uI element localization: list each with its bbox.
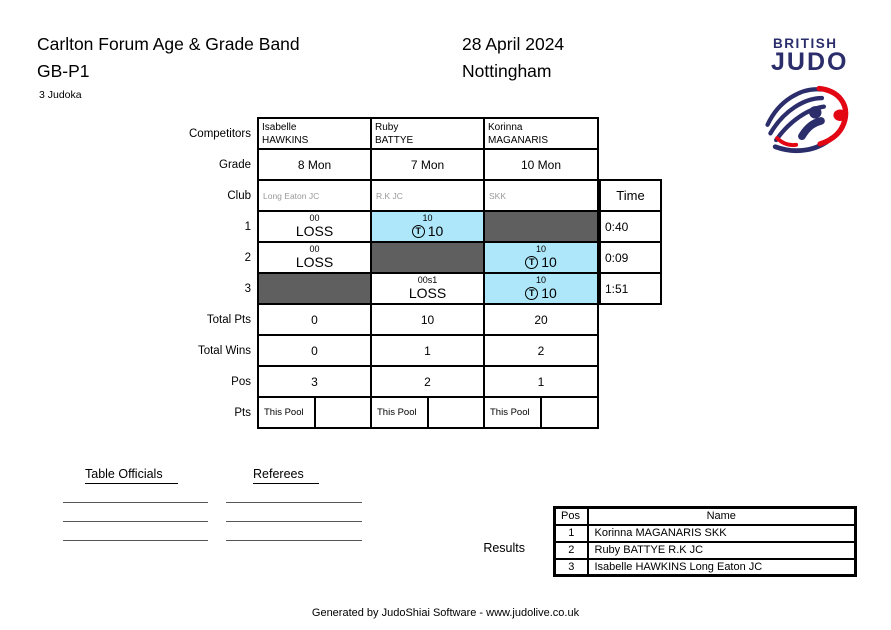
competitor-last-name: HAWKINS [262, 135, 309, 146]
match-cell-win [483, 272, 599, 305]
row-label-pos: Pos [231, 375, 251, 388]
competitor-first-name: Ruby [375, 122, 399, 133]
row-label-club: Club [227, 189, 251, 202]
match-result-text: LOSS [295, 223, 334, 239]
results-table [553, 506, 857, 577]
ippon-mark-icon: T [525, 256, 538, 269]
total-wins-cell: 1 [370, 334, 485, 367]
total-pts-cell: 0 [257, 303, 372, 336]
event-location: Nottingham [462, 61, 552, 81]
competitor-first-name: Korinna [488, 122, 523, 133]
signature-line [63, 521, 208, 522]
total-wins-cell: 2 [483, 334, 599, 367]
match-cell-not-playing [257, 272, 372, 305]
competitor-last-name: BATTYE [375, 135, 414, 146]
club-cell: SKK [483, 179, 599, 212]
row-label-competitors: Competitors [189, 127, 251, 140]
judoka-count: 3 Judoka [39, 89, 82, 101]
event-date: 28 April 2024 [462, 34, 565, 54]
score-code: 10 [535, 275, 546, 285]
pts-empty-cell [540, 396, 599, 429]
competitor-name-cell [370, 117, 485, 150]
signature-line [226, 521, 362, 522]
pool-code: GB-P1 [37, 61, 90, 81]
score-code: 10 [535, 244, 546, 254]
club-cell: Long Eaton JC [257, 179, 372, 212]
match-cell-win [370, 210, 485, 243]
match-result-text: LOSS [408, 285, 447, 301]
results-header-row [555, 508, 856, 525]
match-result-text: LOSS [295, 254, 334, 270]
match-time-cell: 0:40 [599, 210, 662, 243]
ippon-mark-icon: T [525, 287, 538, 300]
this-pool-cell: This Pool [370, 396, 429, 429]
position-cell: 1 [483, 365, 599, 398]
signature-line [63, 502, 208, 503]
competitor-first-name: Isabelle [262, 122, 297, 133]
time-column-header: Time [599, 179, 662, 212]
match-cell-loss [257, 210, 372, 243]
competitor-name-cell [257, 117, 372, 150]
match-points: 10 [541, 285, 557, 301]
match-points: 10 [427, 223, 444, 239]
match-time-cell: 0:09 [599, 241, 662, 274]
row-label-match-2: 2 [244, 251, 251, 264]
score-code: 00s1 [417, 275, 438, 285]
british-judo-figure-icon [758, 80, 863, 160]
match-cell-loss [257, 241, 372, 274]
result-name: Ruby BATTYE R.K JC [588, 542, 856, 559]
grade-cell: 8 Mon [257, 148, 372, 181]
match-cell-loss [370, 272, 485, 305]
position-cell: 3 [257, 365, 372, 398]
competitor-name-cell [483, 117, 599, 150]
this-pool-cell: This Pool [257, 396, 316, 429]
competitor-last-name: MAGANARIS [488, 135, 549, 146]
grade-cell: 10 Mon [483, 148, 599, 181]
total-pts-cell: 20 [483, 303, 599, 336]
total-wins-cell: 0 [257, 334, 372, 367]
match-cell-not-playing [370, 241, 485, 274]
result-pos: 2 [555, 542, 588, 559]
result-pos: 1 [555, 525, 588, 542]
row-label-total-pts: Total Pts [206, 313, 251, 326]
score-code: 10 [422, 213, 433, 223]
result-name: Isabelle HAWKINS Long Eaton JC [588, 559, 856, 576]
match-cell-win [483, 241, 599, 274]
logo-text-judo: JUDO [771, 48, 849, 76]
ippon-mark-icon: T [412, 225, 425, 238]
position-cell: 2 [370, 365, 485, 398]
row-label-pts: Pts [234, 406, 251, 419]
result-pos: 3 [555, 559, 588, 576]
row-label-grade: Grade [219, 158, 251, 171]
pts-empty-cell [314, 396, 372, 429]
generator-credit: Generated by JudoShiai Software - www.judolive.co.uk [311, 607, 580, 619]
row-label-match-1: 1 [244, 220, 251, 233]
results-col-name: Name [588, 508, 856, 525]
results-row [555, 542, 856, 559]
row-label-total-wins: Total Wins [197, 344, 251, 357]
grade-cell: 7 Mon [370, 148, 485, 181]
results-col-pos: Pos [555, 508, 588, 525]
signature-line [63, 540, 208, 541]
pts-empty-cell [427, 396, 485, 429]
results-row [555, 525, 856, 542]
club-cell: R.K JC [370, 179, 485, 212]
result-name: Korinna MAGANARIS SKK [588, 525, 856, 542]
results-row [555, 559, 856, 576]
referees-heading: Referees [253, 467, 319, 484]
row-label-match-3: 3 [244, 282, 251, 295]
this-pool-cell: This Pool [483, 396, 542, 429]
score-code: 00 [309, 244, 320, 254]
signature-line [226, 540, 362, 541]
match-points: 10 [541, 254, 557, 270]
page-title: Carlton Forum Age & Grade Band [37, 34, 300, 54]
match-cell-not-playing [483, 210, 599, 243]
score-code: 00 [309, 213, 320, 223]
results-label: Results [483, 541, 525, 555]
signature-line [226, 502, 362, 503]
table-officials-heading: Table Officials [85, 467, 178, 484]
match-time-cell: 1:51 [599, 272, 662, 305]
total-pts-cell: 10 [370, 303, 485, 336]
logo-text-british: BRITISH [773, 36, 838, 51]
